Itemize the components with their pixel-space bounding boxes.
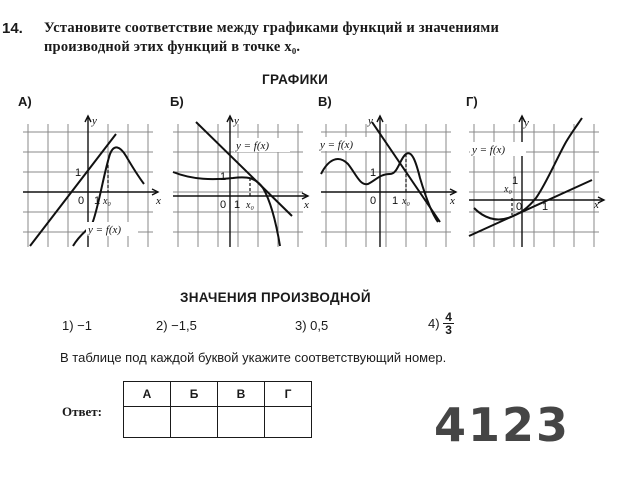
- graph-v: [316, 112, 461, 252]
- answer-header-v: В: [218, 382, 265, 407]
- instruction-text: В таблице под каждой буквой укажите соответствующий номер.: [60, 350, 447, 365]
- graph-v-x-label: x: [450, 195, 455, 207]
- task-text-line2: производной этих функций в точке x₀.: [44, 39, 301, 55]
- graph-b-one-y: 1: [220, 171, 227, 183]
- graphs-heading: ГРАФИКИ: [262, 72, 329, 87]
- option-1: 1) −1: [62, 318, 92, 333]
- graph-g-func-label: y = f(x): [472, 144, 506, 156]
- graph-a-x-label: x: [156, 195, 161, 207]
- graph-b-x-label: x: [304, 199, 309, 211]
- graph-g-y-label: y: [524, 117, 529, 129]
- handwritten-answer: 4123: [434, 398, 571, 452]
- answer-cell-b[interactable]: [171, 407, 218, 438]
- graph-g-x-label: x: [594, 199, 599, 211]
- graph-v-func-label: y = f(x): [320, 139, 354, 151]
- task-number: 14.: [2, 20, 23, 37]
- graph-a-zero: 0: [78, 195, 85, 207]
- graph-g-letter: Г): [466, 94, 478, 109]
- option-4: [428, 311, 454, 336]
- answer-cell-g[interactable]: [265, 407, 312, 438]
- graph-b-zero: 0: [220, 199, 227, 211]
- graph-a-x0: x₀: [103, 196, 111, 207]
- option-4-fraction: [443, 311, 454, 336]
- graph-v-zero: 0: [370, 195, 377, 207]
- answer-header-g: Г: [265, 382, 312, 407]
- option-2: 2) −1,5: [156, 318, 197, 333]
- graph-a-func-label: y = f(x): [88, 224, 122, 236]
- graph-g-one-x: 1: [542, 201, 549, 213]
- graph-g-zero: 0: [516, 201, 523, 213]
- graph-a-letter: А): [18, 94, 32, 109]
- option-3: 3) 0,5: [295, 318, 329, 333]
- answer-header-a: А: [124, 382, 171, 407]
- graph-v-x0: x₀: [402, 196, 410, 207]
- answer-cell-v[interactable]: [218, 407, 265, 438]
- graph-a-one-y: 1: [75, 167, 82, 179]
- graph-b-func-label: y = f(x): [236, 140, 270, 152]
- graph-b: [168, 112, 313, 252]
- graph-b-x0: x₀: [246, 200, 254, 211]
- values-heading: ЗНАЧЕНИЯ ПРОИЗВОДНОЙ: [180, 290, 371, 305]
- graph-a: [18, 112, 163, 252]
- graph-a-y-label: y: [92, 115, 97, 127]
- graph-g-x0: x₀: [504, 184, 512, 195]
- task-text-line1: Установите соответствие между графиками функций и значениями: [44, 20, 500, 36]
- graph-v-one-y: 1: [370, 167, 377, 179]
- option-4-numerator: 4: [445, 310, 452, 324]
- graph-g: [464, 112, 609, 252]
- answer-table: [123, 381, 312, 438]
- option-4-label: 4): [428, 316, 440, 331]
- answer-label: Ответ:: [62, 404, 103, 419]
- graph-v-one-x: 1: [392, 195, 399, 207]
- graph-g-one-y: 1: [512, 175, 519, 187]
- graph-v-letter: В): [318, 94, 332, 109]
- graph-v-y-label: y: [368, 115, 373, 127]
- graph-a-one-x: 1: [94, 195, 101, 207]
- graph-b-one-x: 1: [234, 199, 241, 211]
- graph-b-y-label: y: [234, 115, 239, 127]
- answer-header-b: Б: [171, 382, 218, 407]
- option-4-denominator: 3: [445, 323, 452, 337]
- answer-cell-a[interactable]: [124, 407, 171, 438]
- graph-b-letter: Б): [170, 94, 184, 109]
